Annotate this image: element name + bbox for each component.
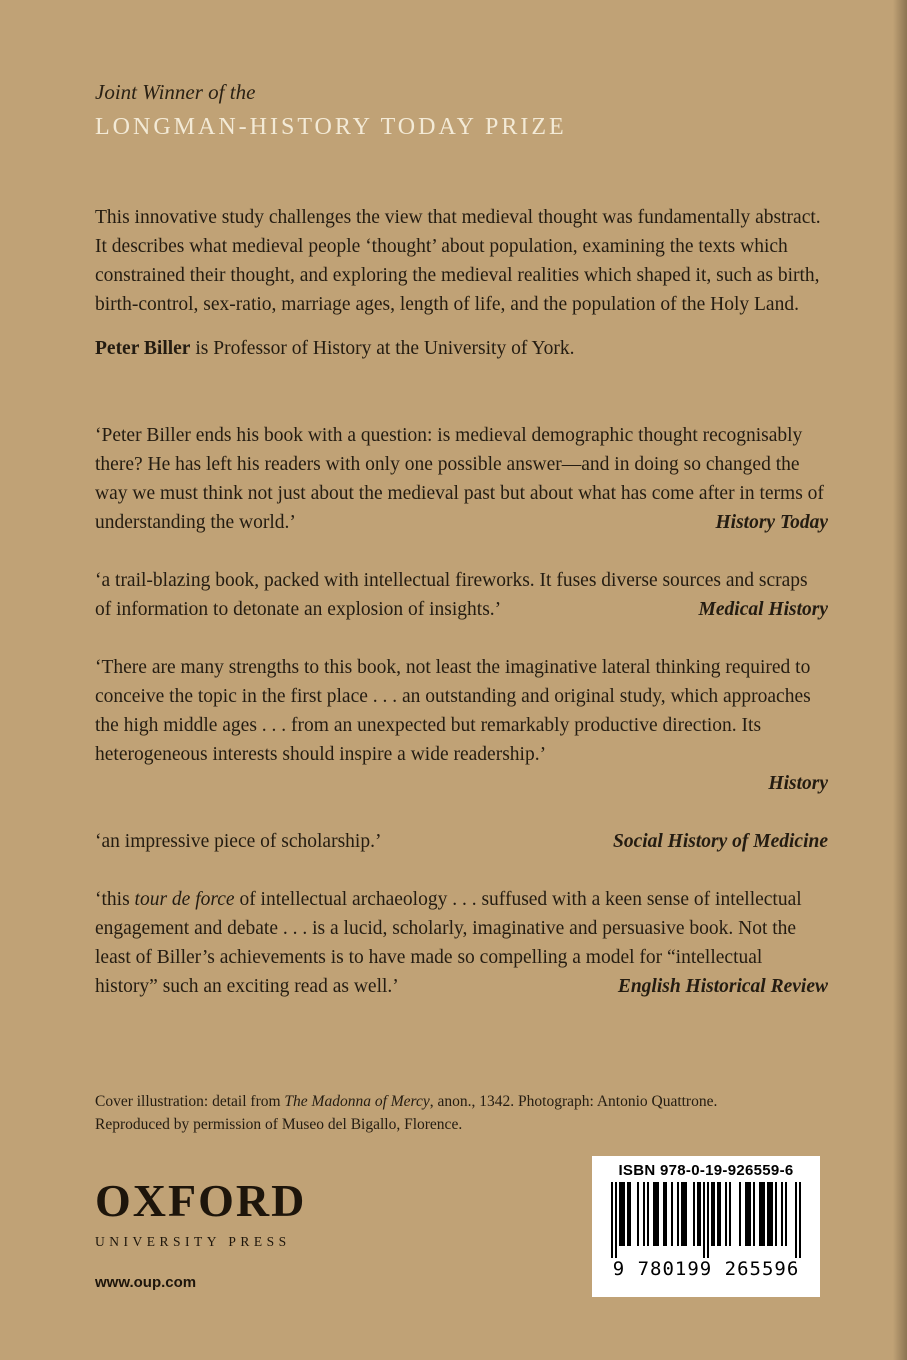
review-history-today: [95, 421, 828, 537]
author-name: Peter Biller: [95, 338, 191, 359]
publisher-website: www.oup.com: [95, 1274, 197, 1291]
review-source: History Today: [715, 512, 828, 533]
author-description: is Professor of History at the University of York.: [190, 338, 575, 359]
barcode-bars-icon: [606, 1182, 806, 1260]
review-quote-post: of intellectual archaeology . . . suffused with a keen sense of intellectual engagement and debate . . . is a lucid, scholarly, imaginative and persuasive book. Not the least of Biller’s achievements is to have made so compelling a model for “intellectual history” such an exciting read as well.’: [95, 889, 802, 997]
review-source: English Historical Review: [617, 976, 828, 997]
cover-illustration-credit: [95, 1090, 795, 1136]
review-source: Social History of Medicine: [612, 831, 828, 852]
review-social-history-of-medicine: [95, 827, 828, 856]
review-quote: ‘There are many strengths to this book, not least the imaginative lateral thinking required to conceive the topic in the first place . . . an outstanding and original study, which approaches the high middle ages . . . from an unexpected but remarkably productive direction. Its heterogeneous interests should inspire a wide readership.’: [95, 657, 811, 765]
credit-title-italic: The Madonna of Mercy: [284, 1093, 430, 1110]
review-source: Medical History: [698, 599, 828, 620]
review-quote: ‘Peter Biller ends his book with a question: is medieval demographic thought recognisably there? He has left his readers with only one possible answer—and in doing so changed the way we must think not just about the medieval past but about what has come after in terms of understanding the world.’: [95, 425, 824, 533]
reviews-section: [95, 421, 828, 1001]
isbn-label: ISBN 978-0-19-926559-6: [618, 1162, 794, 1179]
review-quote-italic: tour de force: [134, 889, 235, 910]
award-title: LONGMAN-HISTORY TODAY PRIZE: [95, 114, 567, 140]
barcode-panel: [592, 1156, 820, 1297]
review-english-historical-review: [95, 885, 828, 1001]
review-history: [95, 653, 828, 798]
oxford-logo-text: OXFORD: [95, 1175, 307, 1226]
author-line: [95, 334, 828, 363]
review-quote: ‘an impressive piece of scholarship.’: [95, 831, 382, 852]
review-quote-pre: ‘this: [95, 889, 135, 910]
book-blurb: This innovative study challenges the view that medieval thought was fundamentally abstract. It describes what medieval people ‘thought’ about population, examining the texts which constrained their thought, and exploring the medieval realities which shaped it, such as birth, birth-control, sex-ratio, marriage ages, length of life, and the population of the Holy Land.: [95, 207, 821, 315]
university-press-text: UNIVERSITY PRESS: [95, 1234, 291, 1249]
credit-post: , anon., 1342. Photograph: Antonio Quattrone. Reproduced by permission of Museo del Bigallo, Florence.: [95, 1093, 718, 1133]
review-quote: ‘a trail-blazing book, packed with intellectual fireworks. It fuses diverse sources and scraps of information to detonate an explosion of insights.’: [95, 570, 808, 620]
credit-pre: Cover illustration: detail from: [95, 1093, 285, 1110]
review-medical-history: [95, 566, 828, 624]
barcode-number: 9 780199 265596: [612, 1258, 800, 1280]
publisher-logo: [95, 1175, 307, 1250]
award-intro: Joint Winner of the: [95, 80, 256, 104]
review-source: History: [768, 773, 828, 794]
